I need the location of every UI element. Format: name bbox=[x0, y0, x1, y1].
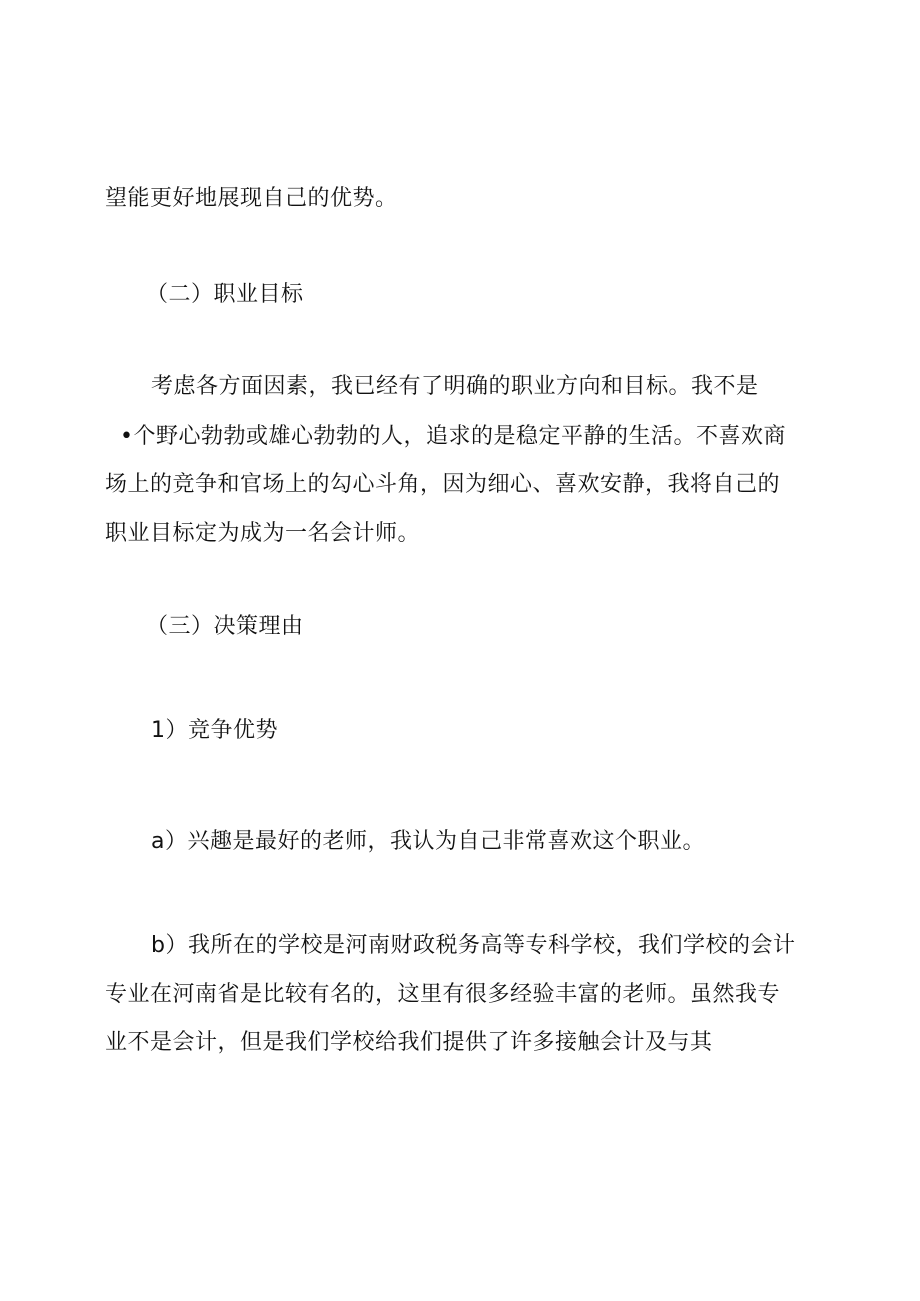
subheading-competitive-advantage: 1）竞争优势 bbox=[151, 718, 278, 743]
list-item-b-line-2: 专业在河南省是比较有名的，这里有很多经验丰富的老师。虽然我专 bbox=[105, 982, 781, 1007]
list-item-b-line-3: 业不是会计，但是我们学校给我们提供了许多接触会计及与其 bbox=[105, 1030, 713, 1055]
text-line-1: 望能更好地展现自己的优势。 bbox=[105, 186, 398, 211]
section-heading-decision-reasons: （三）决策理由 bbox=[146, 614, 304, 639]
list-item-b-line-1: b）我所在的学校是河南财政税务高等专科学校，我们学校的会计 bbox=[151, 933, 796, 958]
text-line-4: •个野心勃勃或雄心勃勃的人，追求的是稳定平静的生活。不喜欢商 bbox=[120, 424, 786, 449]
list-item-a: a）兴趣是最好的老师，我认为自己非常喜欢这个职业。 bbox=[151, 829, 705, 854]
text-line-5: 场上的竞争和官场上的勾心斗角，因为细心、喜欢安静，我将自己的 bbox=[105, 472, 781, 497]
section-heading-career-goal: （二）职业目标 bbox=[146, 282, 304, 307]
text-line-6: 职业目标定为成为一名会计师。 bbox=[105, 521, 421, 546]
text-line-3: 考虑各方面因素，我已经有了明确的职业方向和目标。我不是 bbox=[151, 374, 759, 399]
